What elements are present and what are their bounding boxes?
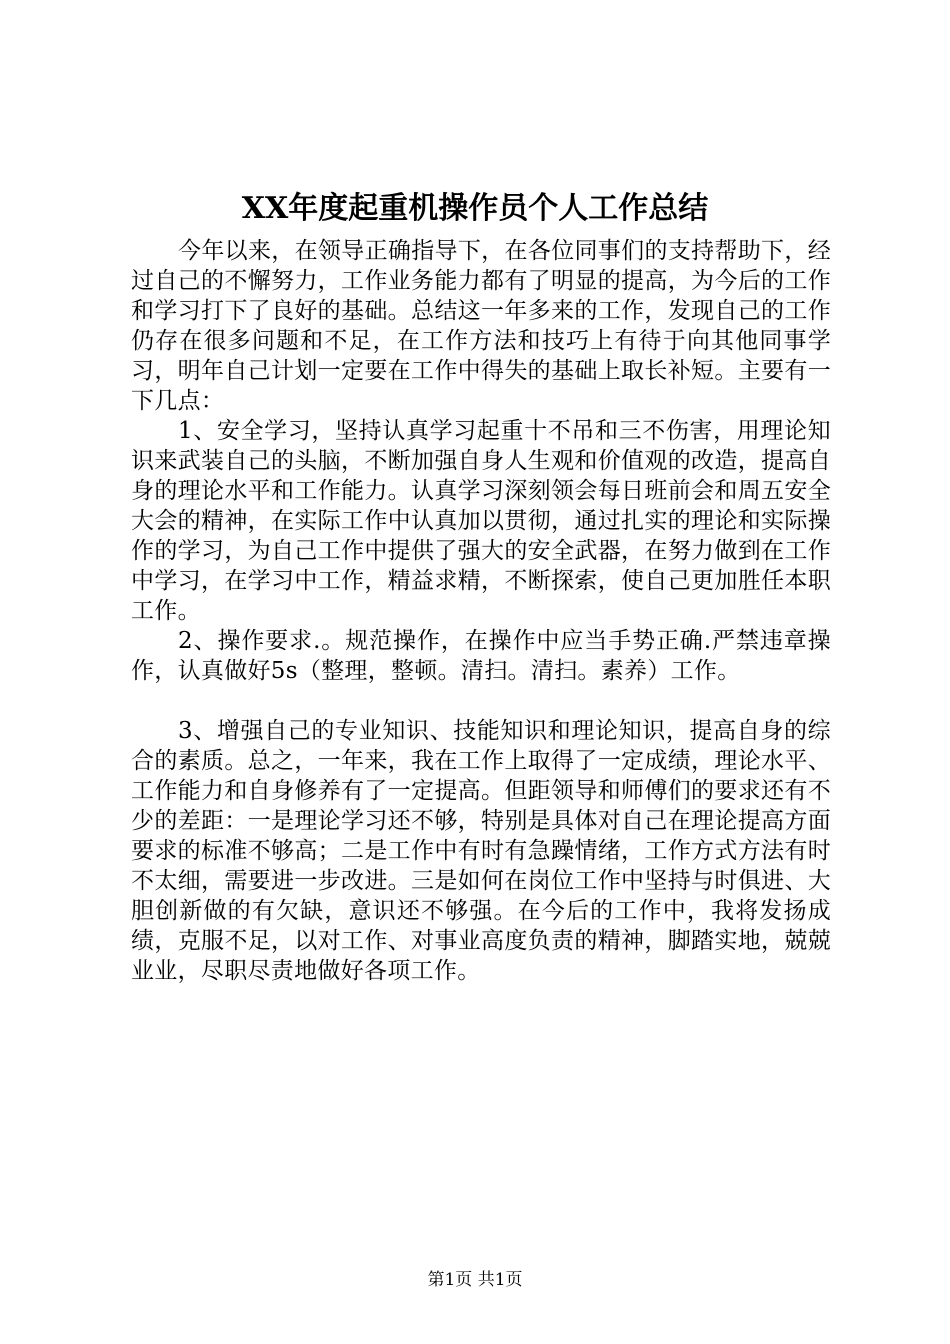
paragraph-safety-study: 1、安全学习，坚持认真学习起重十不吊和三不伤害，用理论知识来武装自己的头脑，不断加强自身人生观和价值观的改造，提高自身的理论水平和工作能力。认真学习深刻领会每日班前会和周五安全大会的精神，在实际工作中认真加以贯彻，通过扎实的理论和实际操作的学习，为自己工作中提供了强大的安全武器，在努力做到在工作中学习，在学习中工作，精益求精，不断探索，使自己更加胜任本职工作。 [131,418,831,624]
document-title: XX年度起重机操作员个人工作总结 [241,191,709,226]
page-footer: 第1页 共1页 [427,1270,523,1290]
paragraph-operation-requirements: 2、操作要求.。规范操作，在操作中应当手势正确.严禁违章操作，认真做好5s（整理，整顿。清扫。清扫。素养）工作。 [131,628,831,684]
intro-paragraph: 今年以来，在领导正确指导下，在各位同事们的支持帮助下，经过自己的不懈努力，工作业务能力都有了明显的提高，为今后的工作和学习打下了良好的基础。总结这一年多来的工作，发现自己的工作仍存在很多问题和不足，在工作方法和技巧上有待于向其他同事学习，明年自己计划一定要在工作中得失的基础上取长补短。主要有一下几点： [131,238,831,414]
paragraph-professional-skills: 3、增强自己的专业知识、技能知识和理论知识，提高自身的综合的素质。总之，一年来，我在工作上取得了一定成绩，理论水平、工作能力和自身修养有了一定提高。但距领导和师傅们的要求还有不少的差距：一是理论学习还不够，特别是具体对自己在理论提高方面要求的标准不够高；二是工作中有时有急躁情绪，工作方式方法有时不太细，需要进一步改进。三是如何在岗位工作中坚持与时俱进、大胆创新做的有欠缺，意识还不够强。在今后的工作中，我将发扬成绩，克服不足，以对工作、对事业高度负责的精神，脚踏实地，兢兢业业，尽职尽责地做好各项工作。 [131,718,831,984]
document-body [131,236,831,986]
paragraph-spacer [131,686,831,716]
